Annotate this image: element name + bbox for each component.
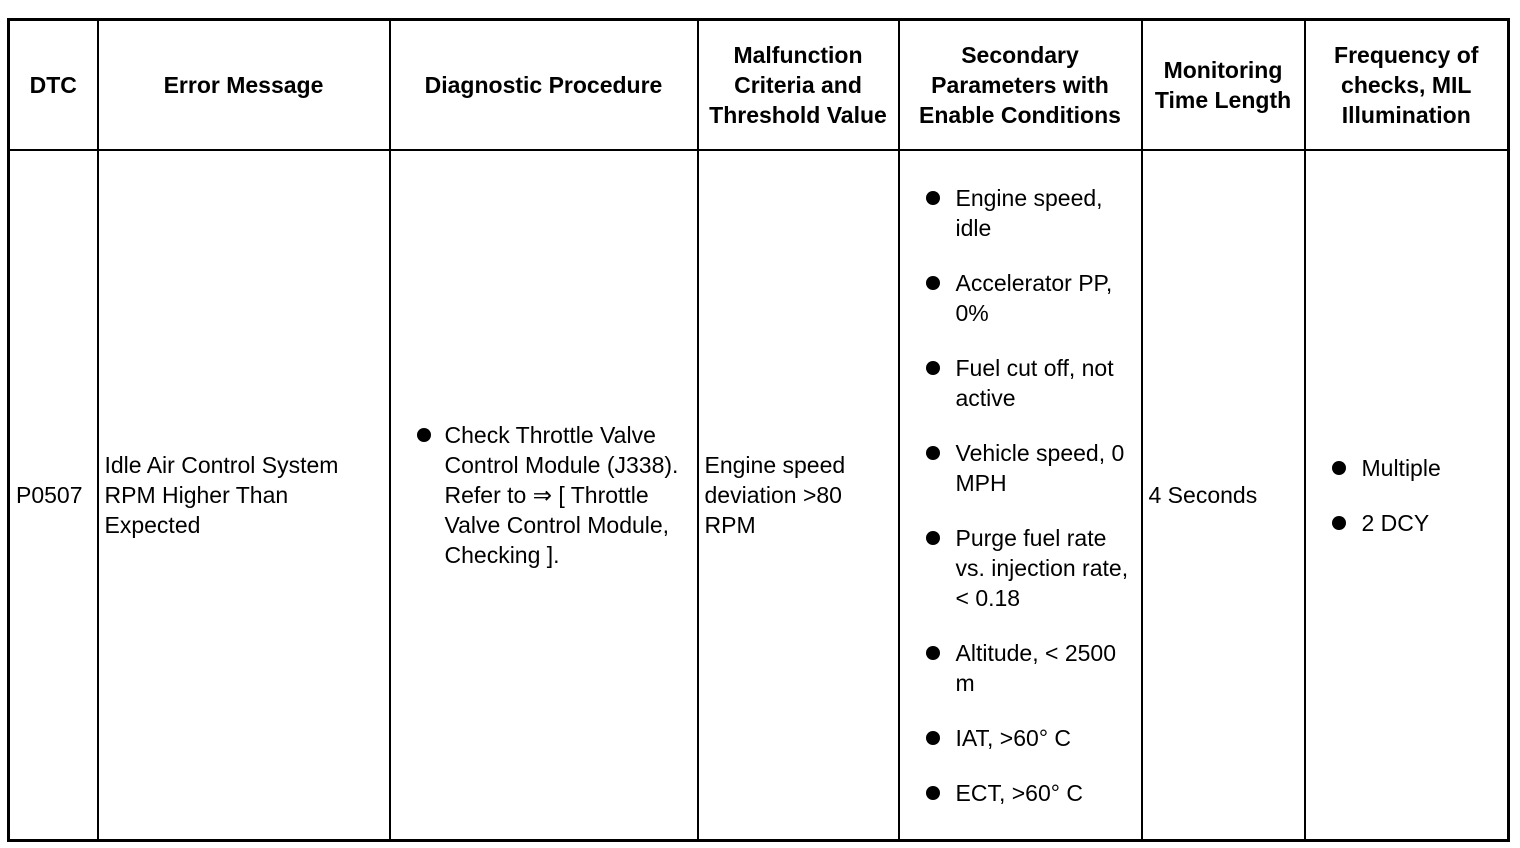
secondary-parameter-item [906, 523, 1135, 613]
secondary-parameter-text: Purge fuel rate vs. injection rate, < 0.18 [955, 524, 1129, 611]
bullet-icon [926, 531, 940, 545]
frequency-item-text: 2 DCY [1361, 509, 1430, 536]
secondary-parameter-item [906, 268, 1135, 328]
header-secondary-parameters: Secondary Parameters with Enable Conditions [899, 20, 1142, 151]
frequency-item-text: Multiple [1361, 454, 1441, 481]
header-monitoring-time: Monitoring Time Length [1142, 20, 1305, 151]
bullet-icon [926, 446, 940, 460]
error-message-cell: Idle Air Control System RPM Higher Than Expected [98, 150, 390, 841]
secondary-parameter-text: Altitude, < 2500 m [955, 639, 1116, 696]
procedure-list [397, 420, 691, 570]
secondary-parameters-list [906, 183, 1135, 808]
secondary-parameter-text: IAT, >60° C [955, 724, 1072, 751]
secondary-parameter-text: ECT, >60° C [955, 779, 1083, 806]
frequency-item [1312, 453, 1502, 483]
bullet-icon [1332, 516, 1346, 530]
secondary-parameter-item [906, 183, 1135, 243]
bullet-icon [926, 361, 940, 375]
secondary-parameter-item [906, 723, 1135, 753]
frequency-cell [1305, 150, 1509, 841]
secondary-parameter-text: Engine speed, idle [955, 184, 1103, 241]
header-frequency: Frequency of checks, MIL Illumination [1305, 20, 1509, 151]
header-malfunction-criteria: Malfunction Criteria and Threshold Value [698, 20, 899, 151]
header-error-message: Error Message [98, 20, 390, 151]
table-row [9, 150, 1509, 841]
secondary-parameter-item [906, 778, 1135, 808]
malfunction-criteria-cell: Engine speed deviation >80 RPM [698, 150, 899, 841]
bullet-icon [926, 191, 940, 205]
secondary-parameter-item [906, 638, 1135, 698]
diagnostic-procedure-cell [390, 150, 698, 841]
bullet-icon [1332, 461, 1346, 475]
secondary-parameter-text: Vehicle speed, 0 MPH [955, 439, 1125, 496]
bullet-icon [926, 731, 940, 745]
secondary-parameters-cell [899, 150, 1142, 841]
frequency-list [1312, 453, 1502, 538]
bullet-icon [926, 276, 940, 290]
frequency-item [1312, 508, 1502, 538]
header-row [9, 20, 1509, 151]
procedure-item-text: Check Throttle Valve Control Module (J338). Refer to ⇒ [ Throttle Valve Control Module, Checking ]. [444, 422, 679, 568]
secondary-parameter-item [906, 438, 1135, 498]
monitoring-time-cell: 4 Seconds [1142, 150, 1305, 841]
secondary-parameter-text: Accelerator PP, 0% [955, 269, 1113, 326]
bullet-icon [926, 646, 940, 660]
bullet-icon [926, 786, 940, 800]
dtc-table [7, 18, 1510, 842]
procedure-item [397, 420, 691, 570]
header-diagnostic-procedure: Diagnostic Procedure [390, 20, 698, 151]
bullet-icon [417, 428, 431, 442]
header-dtc: DTC [9, 20, 98, 151]
dtc-code: P0507 [9, 150, 98, 841]
secondary-parameter-text: Fuel cut off, not active [955, 354, 1114, 411]
secondary-parameter-item [906, 353, 1135, 413]
